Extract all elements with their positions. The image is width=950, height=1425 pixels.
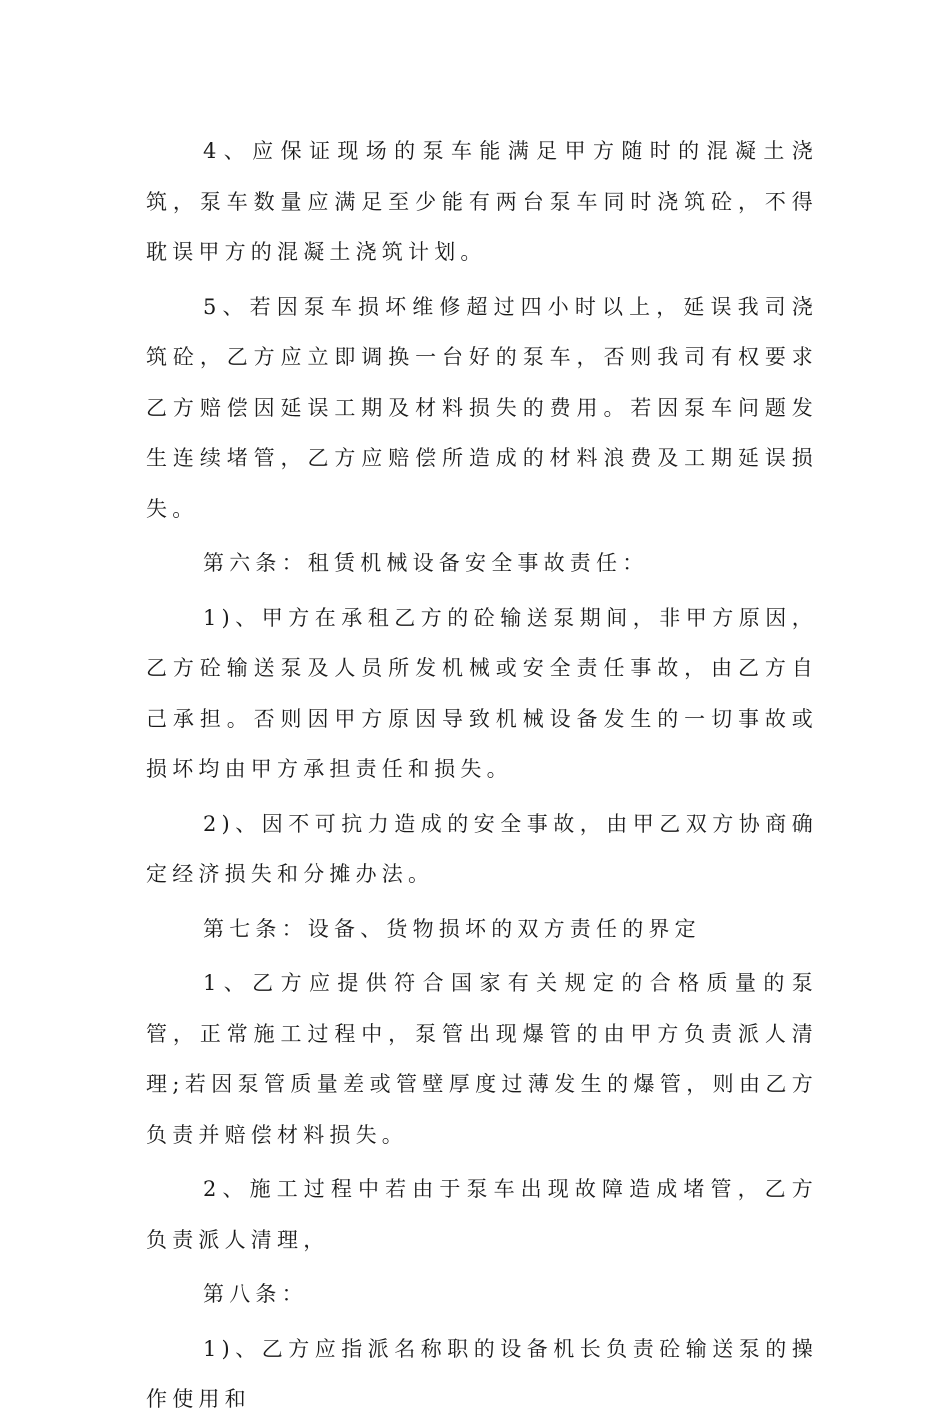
article-6-heading: 第六条：租赁机械设备安全事故责任： bbox=[203, 551, 649, 575]
article-7-heading: 第七条：设备、货物损坏的双方责任的界定 bbox=[203, 916, 701, 941]
paragraph-clause-5: 5、若因泵车损坏维修超过四小时以上，延误我司浇筑砼，乙方应立即调换一台好的泵车，否则我司有权要求乙方赔偿因延误工期及材料损失的费用。若因泵车问题发生连续堵管，乙方应赔偿所造成的材料浪费及工期延误损失。 bbox=[146, 294, 818, 521]
paragraph-article-6-item-2: 2)、因不可抗力造成的安全事故，由甲乙双方协商确定经济损失和分摊办法。 bbox=[146, 811, 818, 886]
paragraph-article-6-item-1: 1)、甲方在承租乙方的砼输送泵期间，非甲方原因，乙方砼输送泵及人员所发机械或安全责任事故，由乙方自己承担。否则因甲方原因导致机械设备发生的一切事故或损坏均由甲方承担责任和损失。 bbox=[146, 605, 818, 781]
paragraph-clause-4: 4、应保证现场的泵车能满足甲方随时的混凝土浇筑，泵车数量应满足至少能有两台泵车同时浇筑砼，不得耽误甲方的混凝土浇筑计划。 bbox=[146, 139, 818, 264]
paragraph-article-8-item-1: 1)、乙方应指派名称职的设备机长负责砼输送泵的操作使用和 bbox=[146, 1336, 818, 1411]
article-8-heading: 第八条： bbox=[203, 1282, 308, 1306]
paragraph-article-7-item-1: 1、乙方应提供符合国家有关规定的合格质量的泵管，正常施工过程中，泵管出现爆管的由甲方负责派人清理;若因泵管质量差或管壁厚度过薄发生的爆管，则由乙方负责并赔偿材料损失。 bbox=[146, 971, 818, 1147]
paragraph-article-7-item-2: 2、施工过程中若由于泵车出现故障造成堵管，乙方负责派人清理， bbox=[146, 1177, 818, 1252]
document-body bbox=[146, 126, 818, 1425]
